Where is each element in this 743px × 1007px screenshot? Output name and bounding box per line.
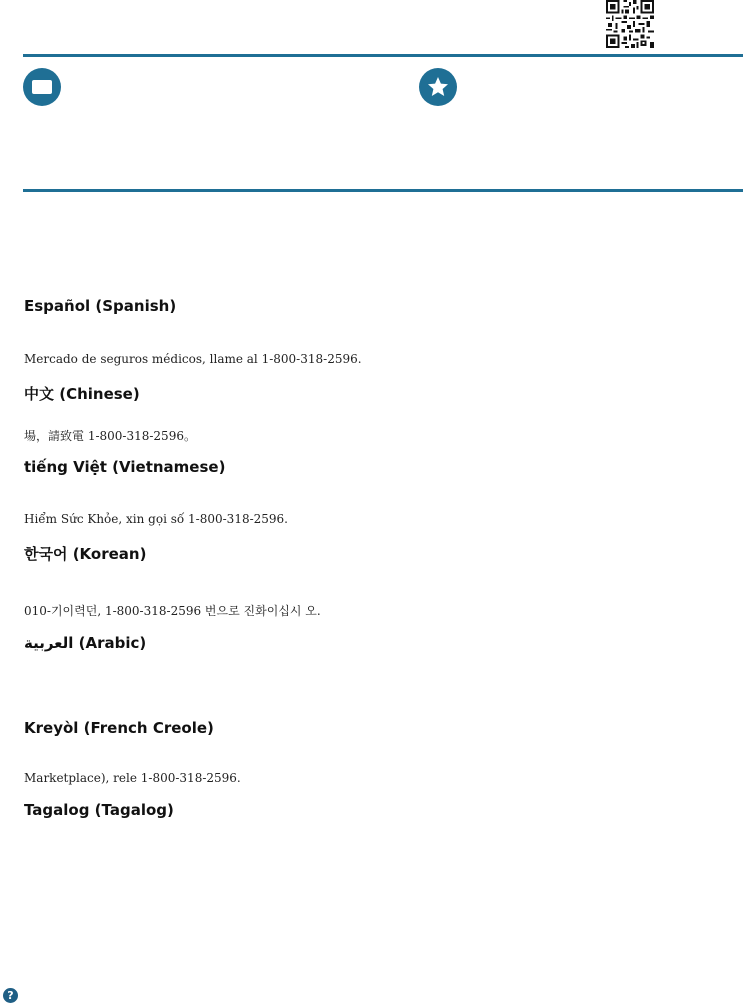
language-text-chinese: 場，請致電 1-800-318-2596。 [24, 429, 196, 443]
star-icon [419, 68, 457, 106]
qr-code-icon [606, 0, 654, 48]
language-heading-french-creole: Kreyòl (French Creole) [24, 719, 214, 737]
language-text-spanish: Mercado de seguros médicos, llame al 1-800-318-2596. [24, 352, 362, 366]
language-heading-spanish: Español (Spanish) [24, 297, 177, 315]
language-heading-korean: 한국어 (Korean) [24, 545, 147, 563]
screen-icon [23, 68, 61, 106]
language-text-korean: 010-기이력던, 1-800-318-2596 번으로 진화이십시 오. [24, 604, 321, 618]
screen-icon-glyph [32, 80, 52, 94]
language-text-french-creole: Marketplace), rele 1-800-318-2596. [24, 771, 241, 785]
language-heading-tagalog: Tagalog (Tagalog) [24, 801, 174, 819]
help-icon[interactable]: ? [3, 988, 18, 1003]
language-heading-arabic: العربية (Arabic) [24, 634, 147, 652]
language-heading-vietnamese: tiếng Việt (Vietnamese) [24, 458, 226, 476]
language-text-vietnamese: Hiểm Sức Khỏe, xin gọi số 1-800-318-2596. [24, 512, 288, 526]
top-divider [23, 54, 743, 57]
star-icon-glyph [426, 75, 450, 99]
bottom-divider [23, 189, 743, 192]
language-heading-chinese: 中文 (Chinese) [24, 385, 140, 403]
